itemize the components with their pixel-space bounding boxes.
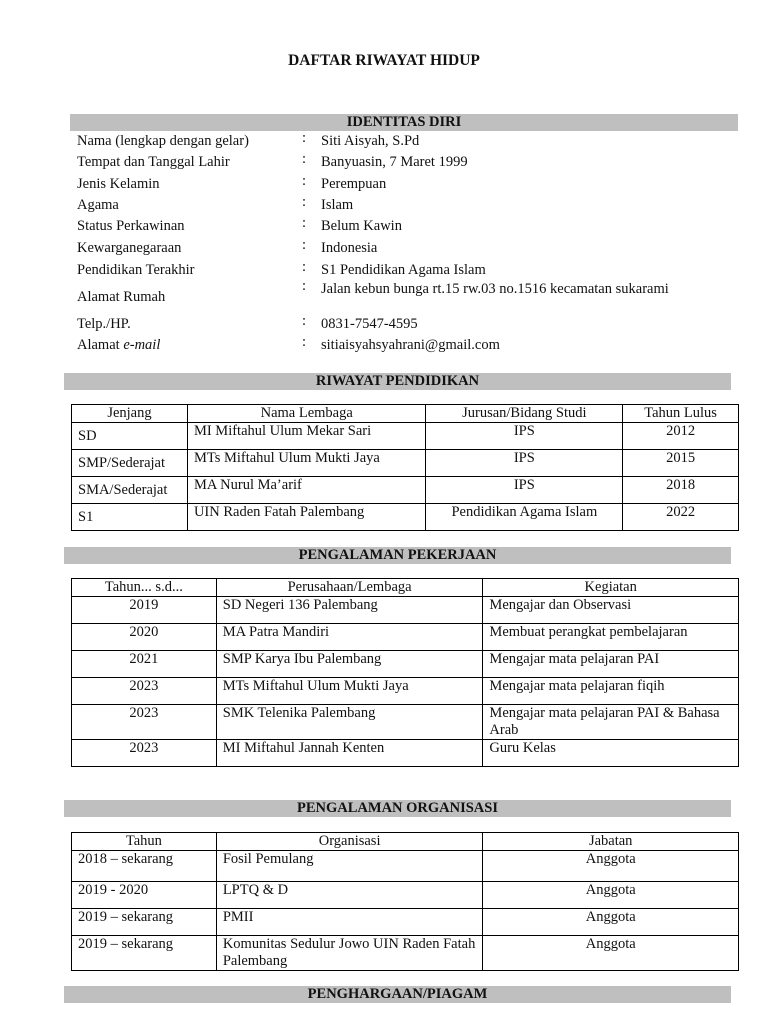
table-cell: Membuat perangkat pembelajaran: [483, 624, 739, 651]
column-header: Tahun: [72, 833, 217, 851]
table-cell: 2023: [72, 705, 217, 740]
identity-label: Status Perkawinan: [77, 218, 185, 234]
identity-label: Kewarganegaraan: [77, 240, 182, 256]
table-cell: MI Miftahul Ulum Mekar Sari: [187, 423, 426, 450]
column-header: Jurusan/Bidang Studi: [426, 405, 623, 423]
identity-colon: :: [302, 194, 307, 210]
table-row: [72, 477, 739, 504]
table-cell: SMA/Sederajat: [72, 477, 188, 504]
table-cell: MTs Miftahul Ulum Mukti Jaya: [187, 450, 426, 477]
identity-colon: :: [302, 259, 307, 275]
table-cell: SD: [72, 423, 188, 450]
identity-label-emphasis: e-mail: [123, 337, 161, 353]
section-heading-identitas: IDENTITAS DIRI: [70, 114, 738, 131]
identity-value: 0831-7547-4595: [321, 316, 418, 332]
identity-label: Telp./HP.: [77, 316, 131, 332]
table-cell: LPTQ & D: [216, 882, 483, 909]
section-heading-organisasi: PENGALAMAN ORGANISASI: [64, 800, 731, 817]
section-heading-pendidikan: RIWAYAT PENDIDIKAN: [64, 373, 731, 390]
table-cell: Fosil Pemulang: [216, 851, 483, 882]
table-cell: Anggota: [483, 882, 739, 909]
identity-value: Jalan kebun bunga rt.15 rw.03 no.1516 kecamatan sukarami: [321, 281, 669, 297]
table-cell: MA Patra Mandiri: [216, 624, 483, 651]
column-header: Tahun... s.d...: [72, 579, 217, 597]
identity-colon: :: [302, 173, 307, 189]
column-header: Jabatan: [483, 833, 739, 851]
table-cell: Anggota: [483, 936, 739, 971]
identity-value: Belum Kawin: [321, 218, 402, 234]
table-cell: SMP Karya Ibu Palembang: [216, 651, 483, 678]
column-header: Kegiatan: [483, 579, 739, 597]
identity-value: Indonesia: [321, 240, 378, 256]
table-cell: Komunitas Sedulur Jowo UIN Raden Fatah Palembang: [216, 936, 483, 971]
table-cell: IPS: [426, 477, 623, 504]
table-row: [72, 909, 739, 936]
table-row: [72, 882, 739, 909]
table-cell: IPS: [426, 423, 623, 450]
table-cell: 2018: [623, 477, 739, 504]
table-cell: 2018 – sekarang: [72, 851, 217, 882]
identity-label: Pendidikan Terakhir: [77, 262, 195, 278]
education-table: [71, 404, 739, 531]
table-cell: Pendidikan Agama Islam: [426, 504, 623, 531]
table-cell: 2023: [72, 740, 217, 767]
table-cell: 2012: [623, 423, 739, 450]
identity-colon: :: [302, 334, 307, 350]
organization-table: [71, 832, 739, 971]
table-row: [72, 423, 739, 450]
table-cell: S1: [72, 504, 188, 531]
identity-label-prefix: Alamat: [77, 337, 124, 353]
table-cell: UIN Raden Fatah Palembang: [187, 504, 426, 531]
table-cell: MTs Miftahul Ulum Mukti Jaya: [216, 678, 483, 705]
identity-colon: :: [302, 313, 307, 329]
identity-label: Agama: [77, 197, 119, 213]
table-cell: Mengajar dan Observasi: [483, 597, 739, 624]
identity-label: Alamat Rumah: [77, 289, 166, 305]
table-cell: 2019 - 2020: [72, 882, 217, 909]
table-cell: 2020: [72, 624, 217, 651]
identity-colon: :: [302, 215, 307, 231]
table-row: [72, 504, 739, 531]
table-cell: SMK Telenika Palembang: [216, 705, 483, 740]
table-row: [72, 851, 739, 882]
document-title: DAFTAR RIWAYAT HIDUP: [288, 52, 480, 69]
table-cell: Anggota: [483, 909, 739, 936]
identity-colon: :: [302, 130, 307, 146]
identity-label: Nama (lengkap dengan gelar): [77, 133, 249, 149]
table-row: [72, 705, 739, 740]
section-heading-pekerjaan: PENGALAMAN PEKERJAAN: [64, 547, 731, 564]
table-cell: Guru Kelas: [483, 740, 739, 767]
identity-value: Banyuasin, 7 Maret 1999: [321, 154, 468, 170]
table-row: [72, 597, 739, 624]
table-cell: IPS: [426, 450, 623, 477]
identity-colon: :: [302, 278, 307, 294]
column-header: Tahun Lulus: [623, 405, 739, 423]
identity-value: Perempuan: [321, 176, 387, 192]
identity-label: Tempat dan Tanggal Lahir: [77, 154, 230, 170]
identity-colon: :: [302, 237, 307, 253]
table-cell: MI Miftahul Jannah Kenten: [216, 740, 483, 767]
column-header: Perusahaan/Lembaga: [216, 579, 483, 597]
work-experience-table: [71, 578, 739, 767]
identity-value: Siti Aisyah, S.Pd: [321, 133, 420, 149]
column-header: Jenjang: [72, 405, 188, 423]
identity-value: S1 Pendidikan Agama Islam: [321, 262, 486, 278]
table-cell: 2022: [623, 504, 739, 531]
table-row: [72, 678, 739, 705]
identity-value: Islam: [321, 197, 354, 213]
table-cell: PMII: [216, 909, 483, 936]
table-cell: 2023: [72, 678, 217, 705]
table-cell: Mengajar mata pelajaran fiqih: [483, 678, 739, 705]
table-row: [72, 936, 739, 971]
table-row: [72, 450, 739, 477]
table-cell: SMP/Sederajat: [72, 450, 188, 477]
table-cell: Anggota: [483, 851, 739, 882]
table-cell: SD Negeri 136 Palembang: [216, 597, 483, 624]
table-cell: MA Nurul Ma’arif: [187, 477, 426, 504]
identity-label: Jenis Kelamin: [77, 176, 160, 192]
table-cell: 2019 – sekarang: [72, 936, 217, 971]
table-cell: 2019: [72, 597, 217, 624]
table-cell: 2019 – sekarang: [72, 909, 217, 936]
identity-colon: :: [302, 151, 307, 167]
column-header: Organisasi: [216, 833, 483, 851]
table-row: [72, 740, 739, 767]
section-heading-penghargaan: PENGHARGAAN/PIAGAM: [64, 986, 731, 1003]
table-row: [72, 624, 739, 651]
identity-value: sitiaisyahsyahrani@gmail.com: [321, 337, 500, 353]
identity-label: [77, 337, 160, 354]
table-row: [72, 651, 739, 678]
column-header: Nama Lembaga: [187, 405, 426, 423]
table-cell: 2015: [623, 450, 739, 477]
table-cell: Mengajar mata pelajaran PAI: [483, 651, 739, 678]
table-cell: 2021: [72, 651, 217, 678]
table-cell: Mengajar mata pelajaran PAI & Bahasa Arab: [483, 705, 739, 740]
